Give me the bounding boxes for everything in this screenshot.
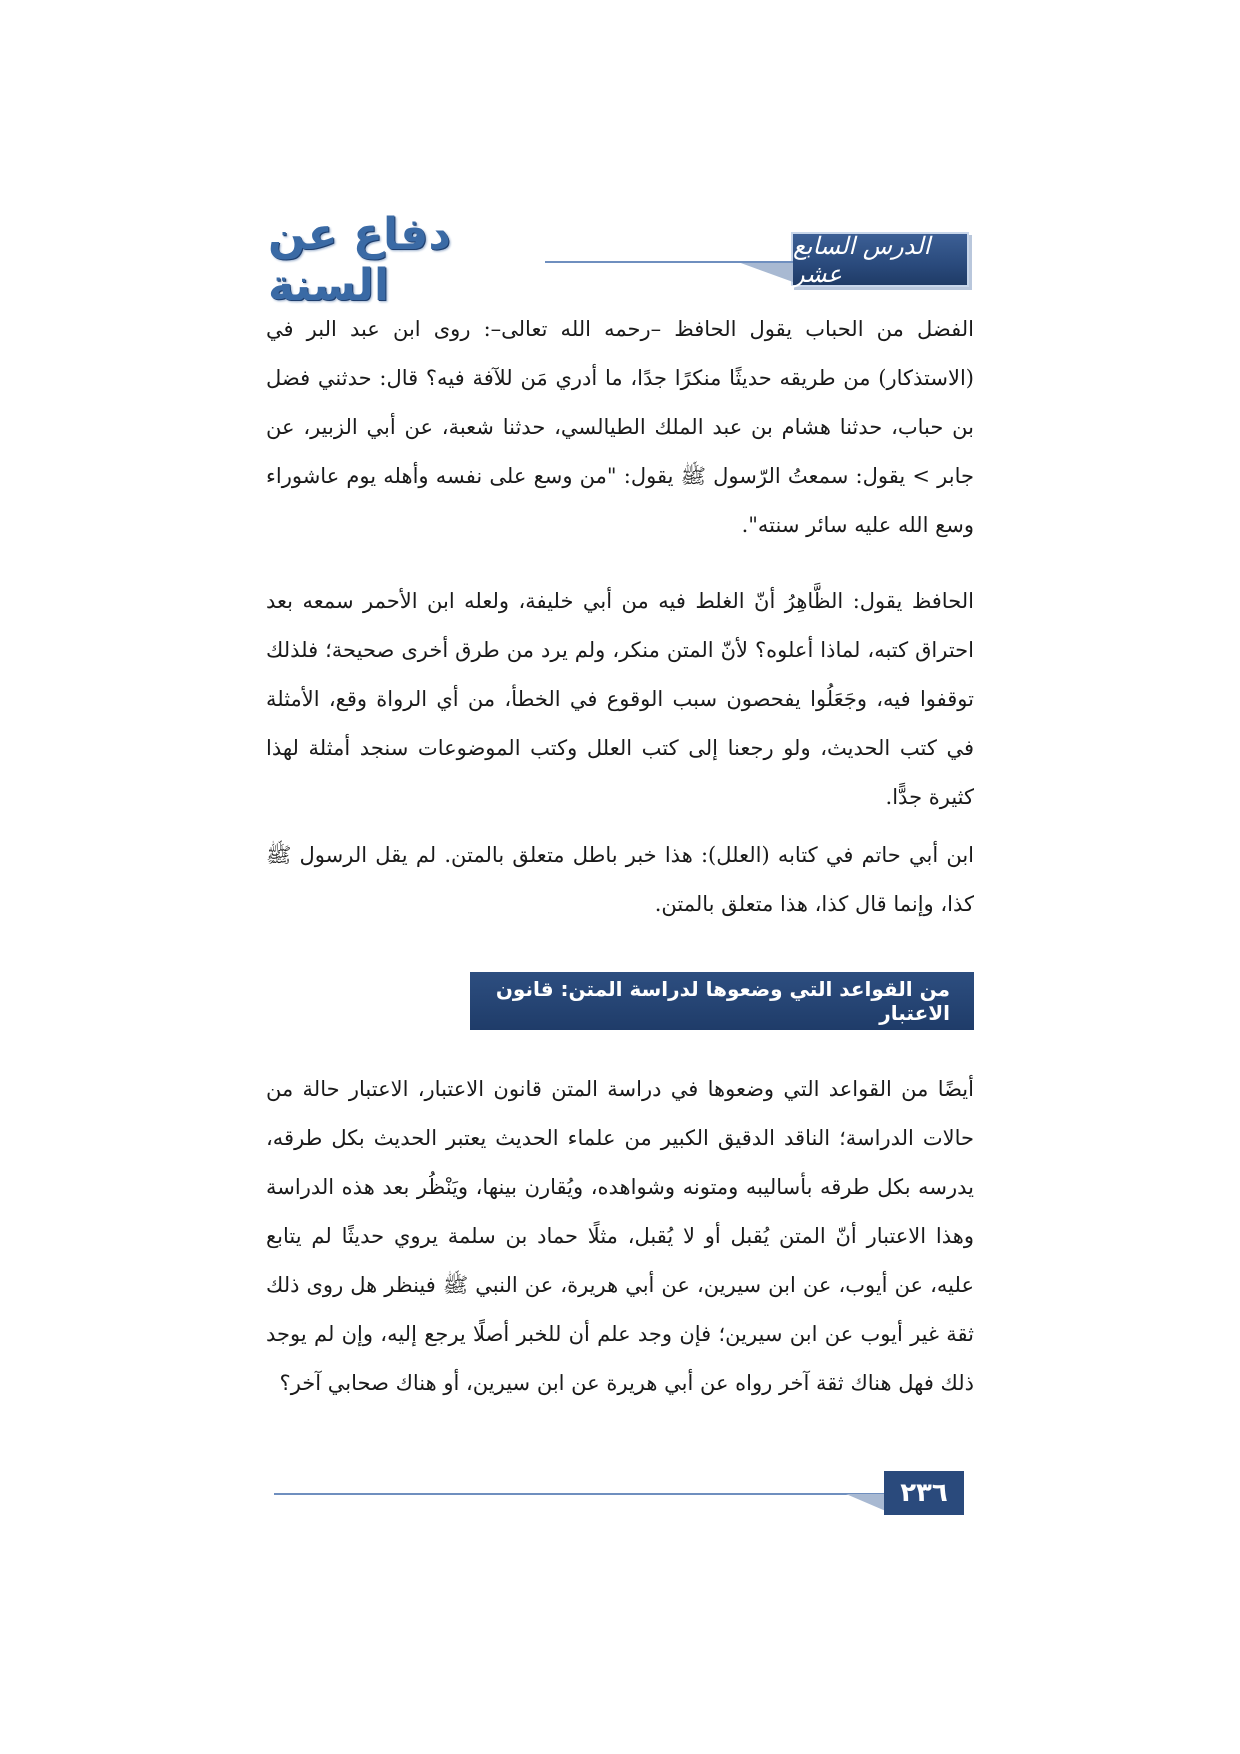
- header-rule-wedge: [738, 262, 793, 282]
- paragraph-2: الحافظ يقول: الظَّاهِرُ أنّ الغلط فيه من أبي خليفة، ولعله ابن الأحمر سمعه بعد احتراق كتبه، لماذا أعلوه؟ لأنّ المتن منكر، ولم يرد من طرق أخرى صحيحة؛ فلذلك توقفوا فيه، وجَعَلُوا يفحصون سبب الوقوع في الخطأ، من أي الرواة وقع، الأمثلة في كتب الحديث، ولو رجعنا إلى كتب العلل وكتب الموضوعات سنجد أمثلة لهذا كثيرة جدًّا.: [266, 589, 974, 809]
- paragraph-4: أيضًا من القواعد التي وضعوها في دراسة المتن قانون الاعتبار، الاعتبار حالة من حالات الدراسة؛ الناقد الدقيق الكبير من علماء الحديث يعتبر الحديث بكل طرقه، يدرسه بكل طرقه بأساليبه ومتونه وشواهده، ويُقارن بينها، ويَنْظُر بعد هذه الدراسة وهذا الاعتبار أنّ المتن يُقبل أو لا يُقبل، مثلًا حماد بن سلمة يروي حديثًا لم يتابع عليه، عن أيوب، عن ابن سيرين، عن أبي هريرة، عن النبي ﷺ فينظر هل روى ذلك ثقة غير أيوب عن ابن سيرين؛ فإن وجد علم أن للخبر أصلًا يرجع إليه، وإن لم يوجد ذلك فهل هناك ثقة آخر رواه عن أبي هريرة عن ابن سيرين، أو هناك صحابي آخر؟: [266, 1077, 974, 1395]
- lesson-label: الدرس السابع عشر: [793, 231, 931, 288]
- header-rule: [545, 261, 793, 263]
- lesson-label-badge: [791, 232, 969, 287]
- section-heading: من القواعد التي وضعوها لدراسة المتن: قانون الاعتبار: [495, 977, 950, 1025]
- footer-rule-wedge: [846, 1494, 888, 1512]
- paragraph-3: ابن أبي حاتم في كتابه (العلل): هذا خبر باطل متعلق بالمتن. لم يقل الرسول ﷺ كذا، وإنما قال كذا، هذا متعلق بالمتن.: [266, 843, 974, 916]
- paragraph-1: الفضل من الحباب يقول الحافظ –رحمه الله تعالى–: روى ابن عبد البر في (الاستذكار) من طريقه حديثًا منكرًا جدًا، ما أدري مَن للآفة فيه؟ قال: حدثني فضل بن حباب، حدثنا هشام بن عبد الملك الطيالسي، حدثنا شعبة، عن أبي الزبير، عن جابر > يقول: سمعتُ الرّسول ﷺ يقول: "من وسع على نفسه وأهله يوم عاشوراء وسع الله عليه سائر سنته".: [266, 317, 974, 537]
- book-title: دفاع عن السنة: [268, 209, 451, 311]
- section-heading-bar: [470, 972, 974, 1030]
- page-number: ٢٣٦: [884, 1471, 964, 1515]
- footer-rule: [274, 1493, 894, 1495]
